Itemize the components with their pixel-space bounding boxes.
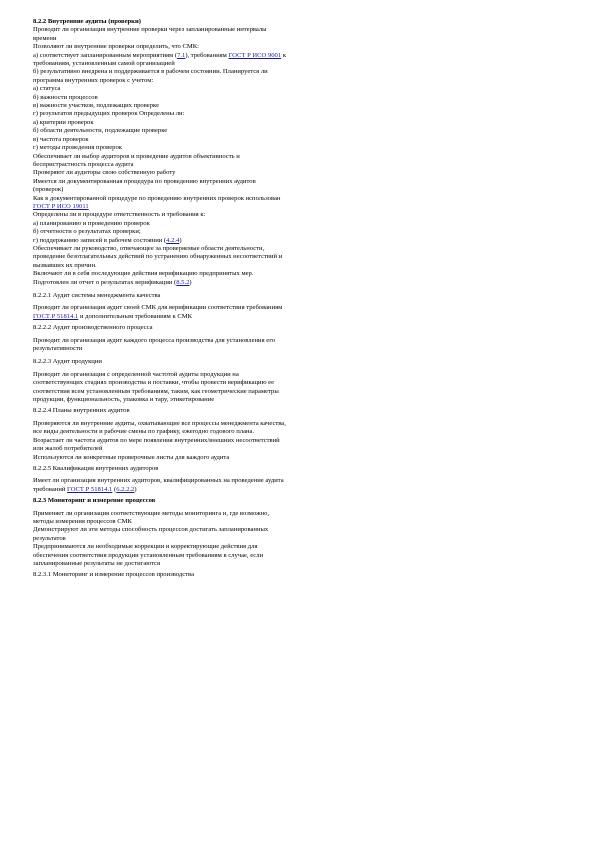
list-item: б) важности процессов xyxy=(33,93,98,101)
text-fragment: ) xyxy=(189,278,192,286)
link-ref-4-2-4[interactable]: 4.2.4 xyxy=(166,236,180,244)
list-item: б) отчетности о результатах проверки; xyxy=(33,228,141,236)
question-line: результативности xyxy=(33,345,83,353)
list-item xyxy=(33,237,558,245)
text-fragment: требований xyxy=(33,485,66,493)
text-fragment: ), требованиям xyxy=(185,51,227,59)
question-line: Используются ли конкретные проверочные листы для каждого аудита xyxy=(33,453,230,461)
list-item: а) критерии проверок xyxy=(33,118,94,126)
question-line: Предпринимаются ли необходимые коррекции и корректирующие действия для xyxy=(33,543,258,551)
question-line: Имеет ли организация внутренних аудиторов, квалифицированных на проведение аудита xyxy=(33,477,284,485)
question-line: все виды деятельности и рабочие смены по графику, ежегодно годового плана. xyxy=(33,428,255,436)
question-line: проведение безотлагательных действий по устранению обнаруженных несоответствий и xyxy=(33,253,283,261)
document-body xyxy=(33,18,558,580)
question-line: Проводит ли организация внутренние проверки через запланированные интервалы xyxy=(33,26,267,34)
link-ref-7-1[interactable]: 7.1 xyxy=(177,51,186,59)
link-gost-r-iso-9001[interactable]: ГОСТ Р ИСО 9001 xyxy=(228,51,282,59)
list-item: б) области деятельности, подлежащие проверке xyxy=(33,127,168,135)
list-item: а) статуса xyxy=(33,85,61,93)
question-line: Демонстрируют ли эти методы способность процессов достигать запланированных xyxy=(33,526,269,534)
subsection-heading-8-2-3-1: 8.2.3.1 Мониторинг и измерение процессов производства xyxy=(33,571,195,579)
question-line: обеспечения соответствия продукции установленным требованиям в случае, если xyxy=(33,551,264,559)
text-fragment: а) соответствует запланированным мероприятиям ( xyxy=(33,51,178,59)
question-line: Обеспечивает ли руководство, отвечающее за проверяемые области деятельности, xyxy=(33,244,265,252)
question-line xyxy=(33,203,558,211)
question-line: Проверяются ли внутренние аудиты, охватывающие все процессы менеджмента качества, xyxy=(33,419,286,427)
question-line: или жалоб потребителей xyxy=(33,445,103,453)
question-line: беспристрастность процесса аудита xyxy=(33,160,134,168)
question-line: запланированные результаты не достигаются xyxy=(33,559,161,567)
list-item: в) частота проверок xyxy=(33,135,89,143)
question-line: времени xyxy=(33,34,57,42)
question-line: вызвавших их причин. xyxy=(33,261,97,269)
text-fragment: ) xyxy=(179,236,182,244)
list-item: а) планированию и проведению проверок xyxy=(33,219,150,227)
subsection-heading-8-2-2-2: 8.2.2.2 Аудит производственного процесса xyxy=(33,324,153,332)
link-gost-r-51814-1[interactable]: ГОСТ Р 51814.1 xyxy=(67,485,113,493)
link-ref-8-5-2[interactable]: 8.5.2 xyxy=(176,278,190,286)
question-line: Проводит ли организация аудит своей СМК для верификации соответствия требованиям xyxy=(33,304,283,312)
list-item: г) результатов предыдущих проверок Определены ли: xyxy=(33,110,185,118)
link-gost-r-iso-19011[interactable]: ГОСТ Р ИСО 19011 xyxy=(33,202,89,210)
question-line: методы измерения процессов СМК xyxy=(33,517,132,525)
text-fragment: г) поддержанию записей в рабочем состоянии ( xyxy=(33,236,167,244)
section-heading-8-2-2: 8.2.2 Внутренние аудиты (проверки) xyxy=(33,18,141,25)
text-fragment: ) xyxy=(134,485,137,493)
question-line: Обеспечивает ли выбор аудиторов и проведение аудитов объективность и xyxy=(33,152,240,160)
subsection-heading-8-2-2-3: 8.2.2.3 Аудит продукции xyxy=(33,358,102,366)
question-line xyxy=(33,486,558,494)
question-line xyxy=(33,313,558,321)
question-line xyxy=(33,52,558,60)
question-line: соответствующих стадиях производства и поставки, чтобы провести верификацию ее xyxy=(33,379,275,387)
text-fragment: ( xyxy=(114,485,117,493)
question-line xyxy=(33,279,558,287)
text-fragment: Подготовлен ли отчет о результатах верификации ( xyxy=(33,278,177,286)
link-gost-r-51814-1[interactable]: ГОСТ Р 51814.1 xyxy=(33,312,79,320)
question-line: требованиям, установленным самой организацией xyxy=(33,60,175,68)
question-line: Определены ли в процедуре ответственность и требования к: xyxy=(33,211,206,219)
question-line: программа внутренних проверок с учетом: xyxy=(33,76,154,84)
question-line: Как в документированной процедуре по проведению внутренних проверок использован xyxy=(33,194,281,202)
question-line: продукции, функциональность, упаковка и тару, этикетирование xyxy=(33,396,215,404)
question-line: Возрастает ли частота аудитов по мере появления внутренних/внешних несоответствий xyxy=(33,436,280,444)
question-line: Позволяют ли внутренние проверки определить, что СМК: xyxy=(33,43,199,51)
question-line: Включают ли в себя последующие действия верификацию предпринятых мер. xyxy=(33,270,254,278)
question-line: соответствия всем установленным требованиям, таким, как геометрические параметры xyxy=(33,387,279,395)
text-fragment: к xyxy=(282,51,287,59)
question-line: (проверок) xyxy=(33,186,64,194)
question-line: Проводит ли организация с определенной частотой аудиты продукции на xyxy=(33,370,239,378)
subsection-heading-8-2-2-5: 8.2.2.5 Квалификация внутренних аудиторов xyxy=(33,464,159,472)
list-item: в) важности участков, подлежащих проверке xyxy=(33,102,159,110)
question-line: б) результативно внедрена и поддерживается в рабочем состоянии. Планируется ли xyxy=(33,68,268,76)
question-line: Проводит ли организация аудит каждого процесса производства для установления его xyxy=(33,336,276,344)
section-heading-8-2-3: 8.2.3 Мониторинг и измерение процессов xyxy=(33,497,156,505)
question-line: результатов xyxy=(33,534,66,542)
question-line: Проверяют ли аудиторы свою собственную работу xyxy=(33,169,176,177)
text-fragment: и дополнительным требованиям к СМК xyxy=(79,312,192,320)
question-line: Имеется ли документированная процедура по проведению внутренних аудитов xyxy=(33,177,256,185)
subsection-heading-8-2-2-1: 8.2.2.1 Аудит системы менеджмента качества xyxy=(33,292,161,299)
question-line: Применяет ли организация соответствующие методы мониторинга и, где возможно, xyxy=(33,509,270,517)
list-item: г) методы проведения проверок xyxy=(33,144,122,152)
subsection-heading-8-2-2-4: 8.2.2.4 Планы внутренних аудитов xyxy=(33,407,130,415)
link-ref-6-2-2-2[interactable]: 6.2.2.2 xyxy=(116,485,135,493)
